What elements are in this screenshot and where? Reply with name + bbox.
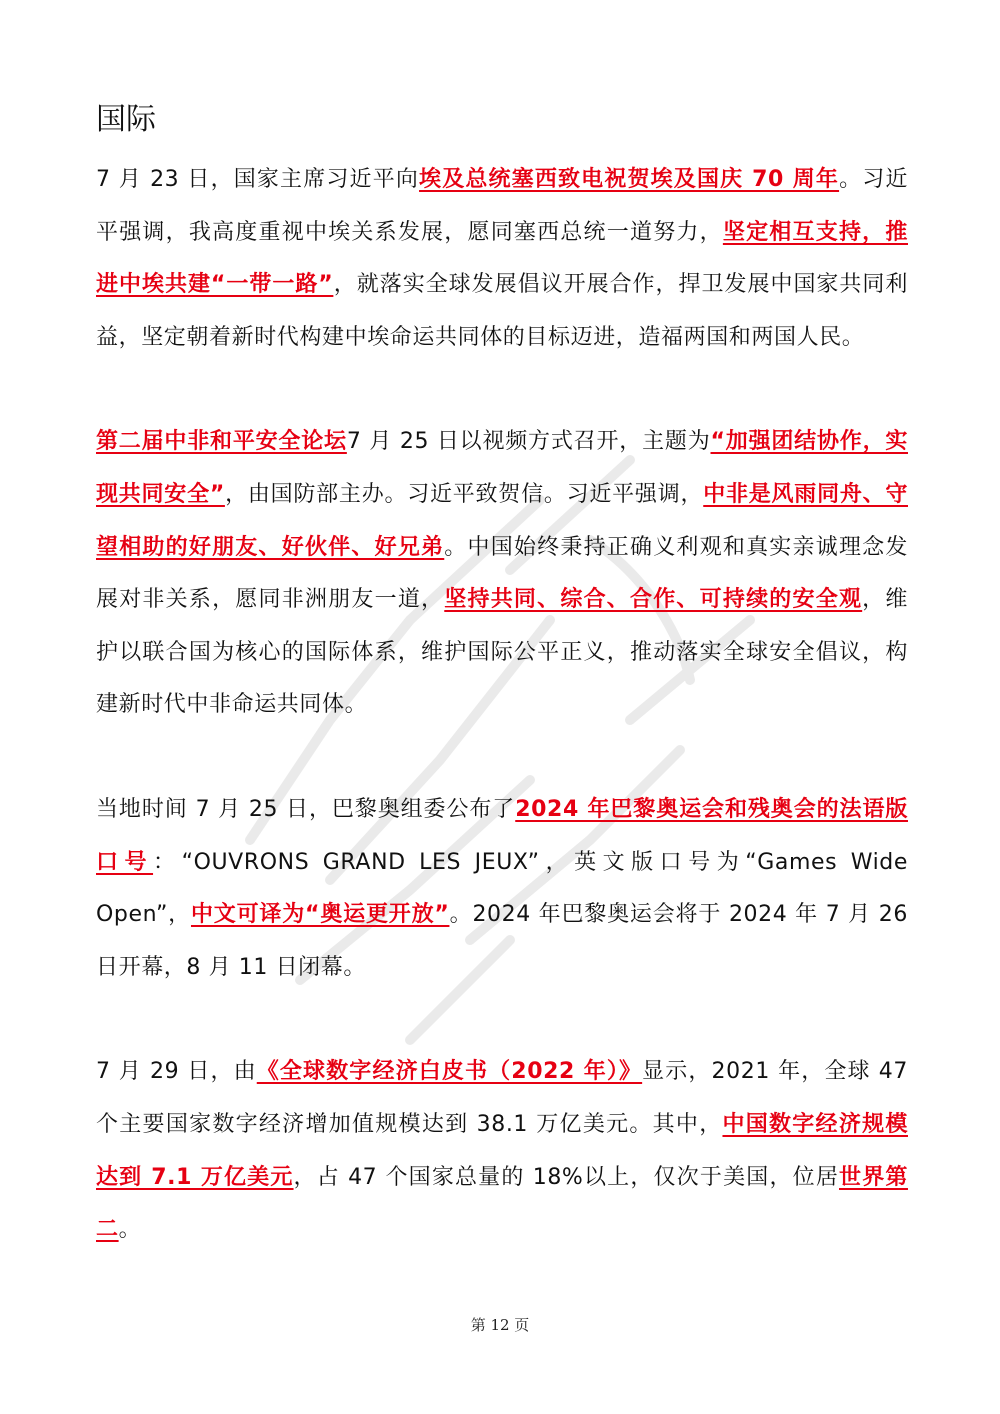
- body-text: ，就落实全球发展倡议开展合作，捍卫发展中国家共同利益，坚定朝着新时代构建中埃命运共同体的目标迈进，造福两国和两国人民。: [96, 272, 908, 350]
- body-text: ，由国防部主办。习近平致贺信。习近平强调，: [224, 481, 704, 507]
- paragraph: [96, 416, 908, 732]
- body-text: 7 月 29 日，由: [96, 1059, 257, 1085]
- page-content: [96, 96, 908, 1309]
- body-text: 。2024 年巴黎奥运会将于 2024 年 7 月 26 日开幕，8 月 11 日闭幕。: [96, 902, 908, 980]
- body-text: 。: [118, 1217, 142, 1243]
- body-text: 当地时间 7 月 25 日，巴黎奥组委公布了: [96, 796, 516, 822]
- body-text: 显示，2021 年，全球 47 个主要国家数字经济增加值规模达到 38.1 万亿美元。其中，: [96, 1059, 908, 1137]
- highlighted-phrase: 世界第二: [96, 1164, 908, 1243]
- body-text: ，占 47 个国家总量的 18%以上，仅次于美国，位居: [293, 1164, 840, 1190]
- body-text: ，维护以联合国为核心的国际体系，维护国际公平正义，推动落实全球安全倡议，构建新时代中非命运共同体。: [96, 587, 908, 718]
- body-text: ：“OUVRONS GRAND LES JEUX”，英文版口号为“Games Wide Open”，: [96, 849, 908, 928]
- paragraph-list: [96, 154, 908, 1257]
- highlighted-phrase: 第二届中非和平安全论坛: [96, 429, 347, 455]
- paragraph: [96, 784, 908, 994]
- body-text: 7 月 23 日，国家主席习近平向: [96, 167, 420, 192]
- section-heading: 国际: [96, 102, 156, 137]
- body-text: 。中国始终秉持正确义利观和真实亲诚理念发展对非关系，愿同非洲朋友一道，: [96, 534, 908, 613]
- paragraph: [96, 154, 908, 364]
- highlighted-phrase: 中非是风雨同舟、守望相助的好朋友、好伙伴、好兄弟: [96, 481, 908, 560]
- body-text: 。习近平强调，我高度重视中埃关系发展，愿同塞西总统一道努力，: [96, 167, 909, 245]
- highlighted-phrase: 2024 年巴黎奥运会和残奥会的法语版口号: [96, 796, 908, 875]
- body-text: 7 月 25 日以视频方式召开，主题为: [346, 429, 711, 455]
- highlighted-phrase: 埃及总统塞西致电祝贺埃及国庆 70 周年: [419, 167, 840, 192]
- highlighted-phrase: “加强团结协作，实现共同安全”: [96, 429, 908, 507]
- page-number: 第 12 页: [470, 1316, 530, 1334]
- paragraph: [96, 1046, 908, 1256]
- highlighted-phrase: 《全球数字经济白皮书（2022 年）》: [256, 1059, 643, 1085]
- highlighted-phrase: 坚持共同、综合、合作、可持续的安全观: [444, 587, 863, 613]
- highlighted-phrase: 中国数字经济规模达到 7.1 万亿美元: [96, 1111, 908, 1190]
- highlighted-phrase: 坚定相互支持，推进中埃共建“一带一路”: [96, 219, 908, 298]
- highlighted-phrase: 中文可译为“奥运更开放”: [190, 902, 450, 928]
